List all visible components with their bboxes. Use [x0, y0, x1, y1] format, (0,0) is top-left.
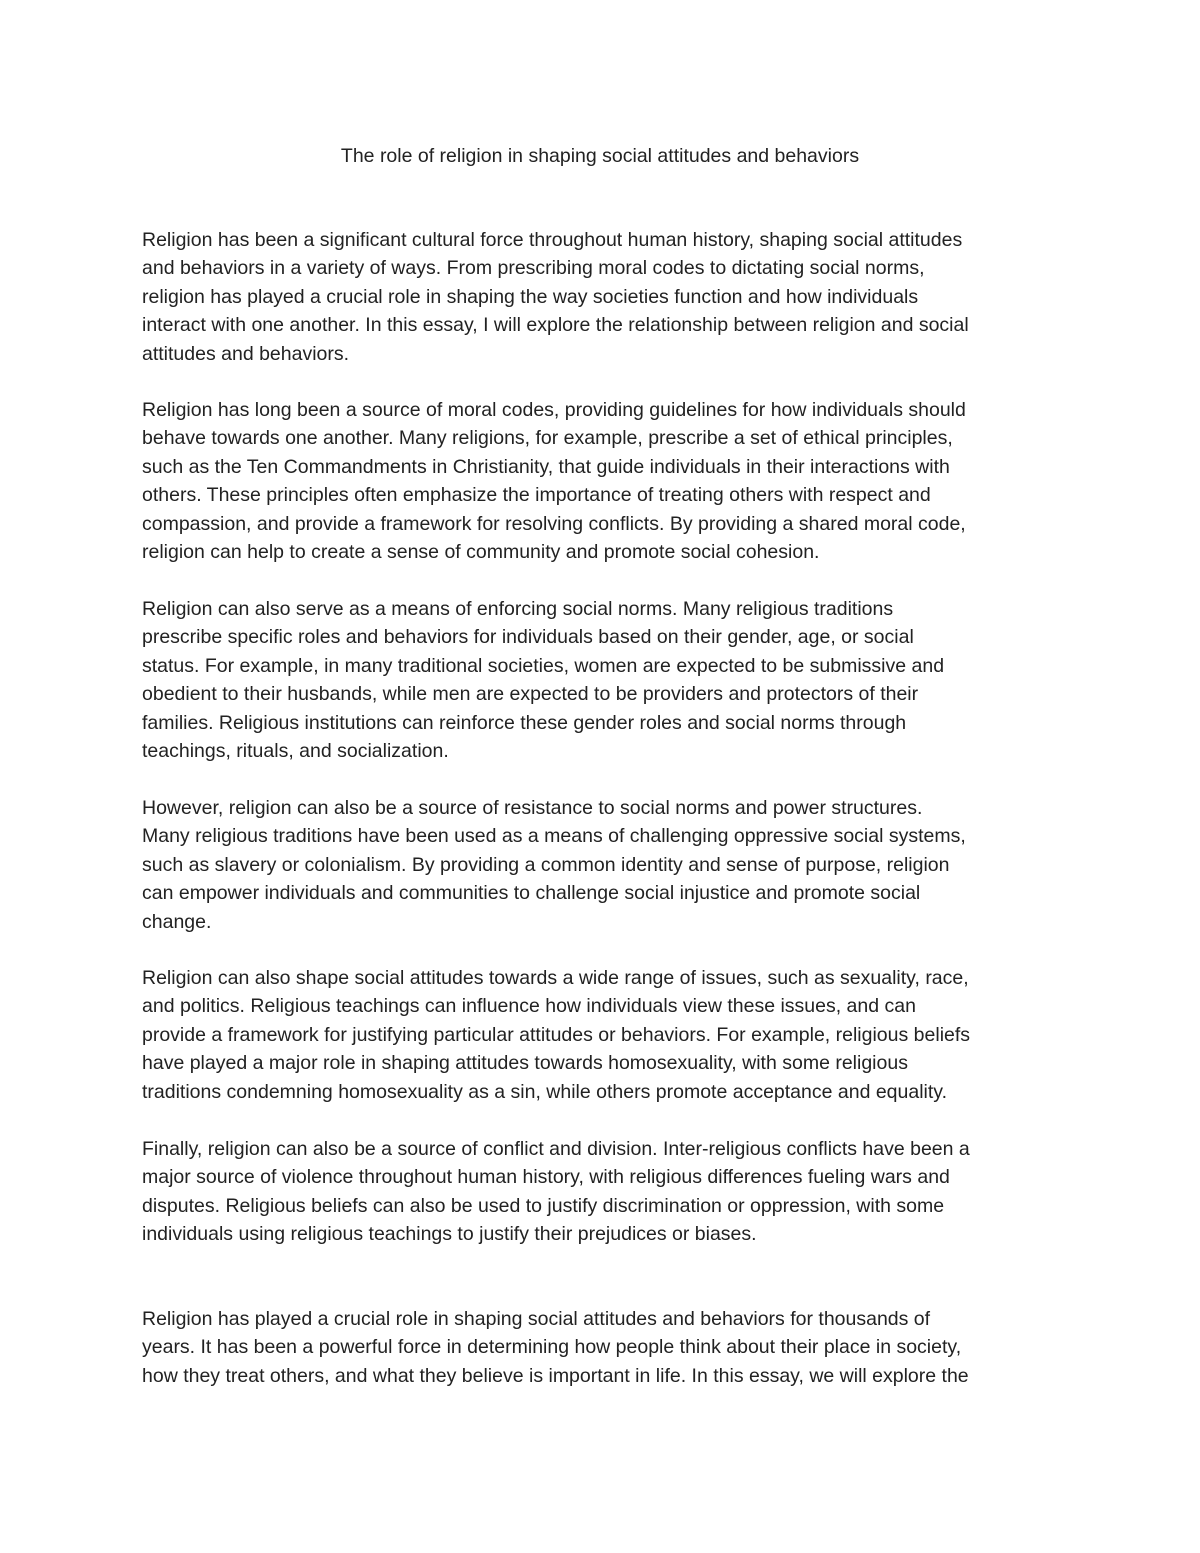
text-line: religion can help to create a sense of community and promote social cohesion. [142, 540, 820, 563]
text-line: change. [142, 910, 212, 933]
text-line: Religion can also shape social attitudes towards a wide range of issues, such as sexuality, race, [142, 967, 969, 989]
text-line: others. These principles often emphasize the importance of treating others with respect and [142, 484, 931, 507]
text-line: major source of violence throughout human history, with religious differences fueling wars and [142, 1166, 950, 1189]
paragraph-7 [142, 1305, 1067, 1390]
document-title: The role of religion in shaping social attitudes and behaviors [340, 145, 860, 167]
text-line: and behaviors in a variety of ways. From prescribing moral codes to dictating social norms, [142, 257, 925, 280]
text-line: Many religious traditions have been used as a means of challenging oppressive social systems, [142, 825, 966, 848]
text-line: Finally, religion can also be a source of conflict and division. Inter-religious conflicts have been a [142, 1138, 970, 1160]
text-line: have played a major role in shaping attitudes towards homosexuality, with some religious [142, 1052, 908, 1075]
paragraph-3 [142, 595, 1067, 765]
text-line: Religion has long been a source of moral codes, providing guidelines for how individuals should [142, 399, 966, 421]
text-line: prescribe specific roles and behaviors for individuals based on their gender, age, or social [142, 626, 914, 649]
paragraph-4 [142, 794, 1067, 936]
text-line: years. It has been a powerful force in determining how people think about their place in society, [142, 1336, 962, 1359]
text-line: However, religion can also be a source of resistance to social norms and power structures. [142, 797, 923, 819]
text-line: and politics. Religious teachings can influence how individuals view these issues, and can [142, 995, 916, 1018]
text-line: how they treat others, and what they believe is important in life. In this essay, we will explore the [142, 1364, 969, 1387]
text-line: behave towards one another. Many religions, for example, prescribe a set of ethical principles, [142, 427, 953, 450]
text-line: interact with one another. In this essay, I will explore the relationship between religion and social [142, 314, 969, 337]
text-line: status. For example, in many traditional societies, women are expected to be submissive and [142, 654, 945, 677]
text-line: Religion can also serve as a means of enforcing social norms. Many religious traditions [142, 598, 894, 620]
paragraph-5 [142, 964, 1067, 1106]
text-line: families. Religious institutions can reinforce these gender roles and social norms through [142, 711, 907, 734]
text-line: such as slavery or colonialism. By providing a common identity and sense of purpose, religion [142, 853, 950, 876]
text-line: individuals using religious teachings to justify their prejudices or biases. [142, 1223, 757, 1246]
text-line: obedient to their husbands, while men are expected to be providers and protectors of their [142, 683, 919, 706]
text-line: teachings, rituals, and socialization. [142, 739, 449, 762]
text-line: compassion, and provide a framework for resolving conflicts. By providing a shared moral code, [142, 512, 966, 535]
text-line: such as the Ten Commandments in Christianity, that guide individuals in their interactions with [142, 455, 950, 478]
paragraph-2 [142, 396, 1067, 566]
text-line: traditions condemning homosexuality as a sin, while others promote acceptance and equality. [142, 1080, 948, 1103]
text-line: provide a framework for justifying particular attitudes or behaviors. For example, religious beliefs [142, 1023, 971, 1046]
paragraph-1 [142, 226, 1067, 368]
text-line: can empower individuals and communities to challenge social injustice and promote social [142, 882, 921, 905]
text-line: attitudes and behaviors. [142, 342, 350, 365]
text-line: disputes. Religious beliefs can also be used to justify discrimination or oppression, with some [142, 1194, 945, 1217]
paragraph-6 [142, 1135, 1067, 1249]
text-line: Religion has been a significant cultural force throughout human history, shaping social attitudes [142, 229, 963, 251]
text-line: religion has played a crucial role in shaping the way societies function and how individuals [142, 285, 919, 308]
text-line: Religion has played a crucial role in shaping social attitudes and behaviors for thousands of [142, 1308, 931, 1330]
